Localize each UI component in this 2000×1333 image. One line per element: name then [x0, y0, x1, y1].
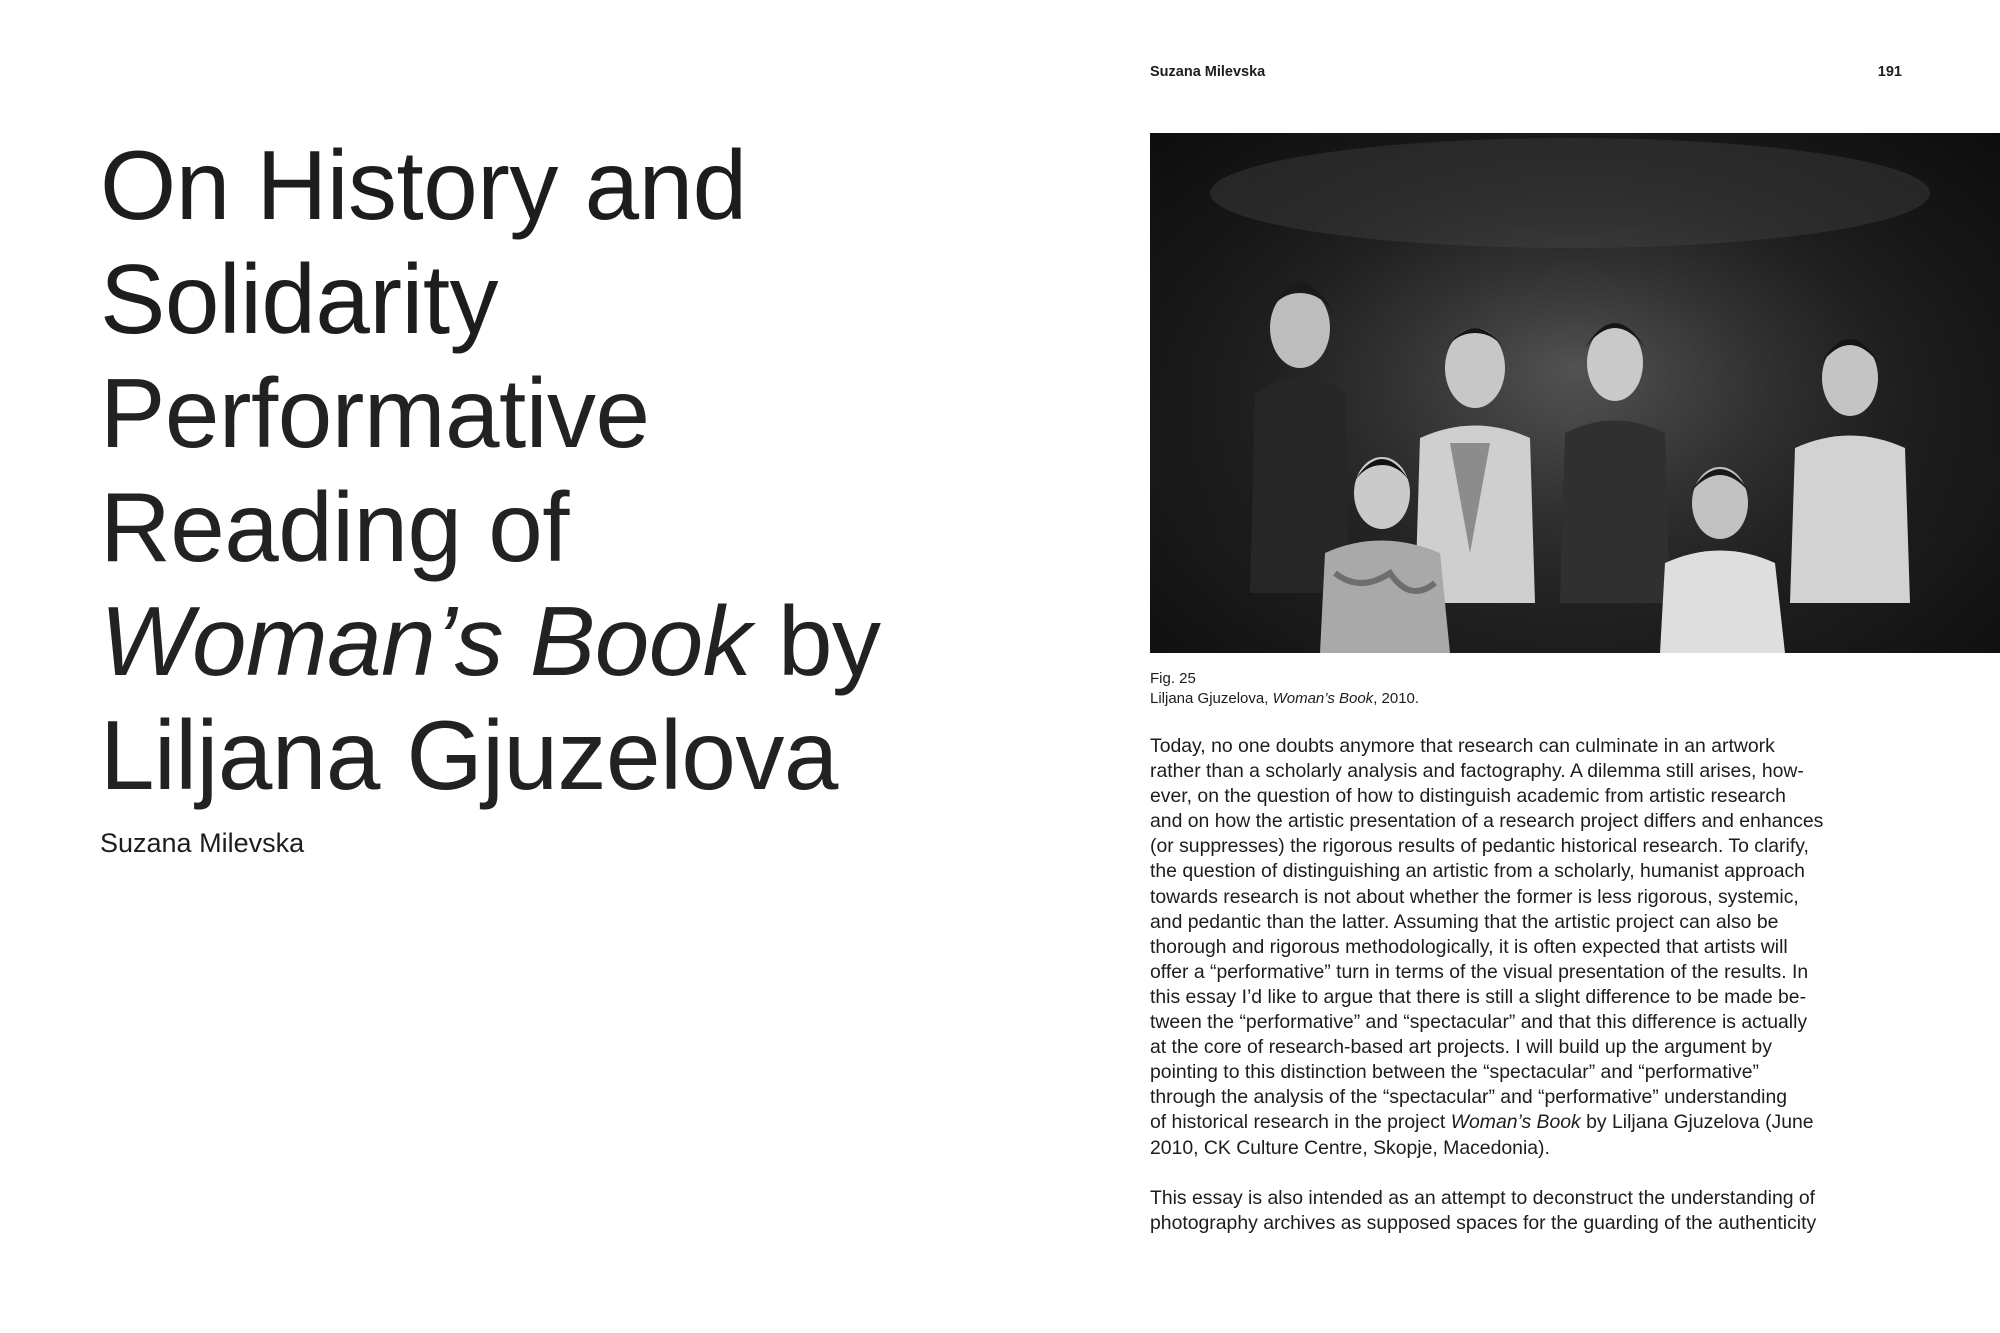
figure-credit-artist: Liljana Gjuzelova, — [1150, 690, 1273, 707]
subtitle-book-title: Woman’s Book — [100, 586, 752, 696]
right-page — [1000, 0, 2000, 1333]
text-fragment: by Liljana Gjuzelova (June — [1580, 1111, 1814, 1134]
text-line: towards research is not about whether the former is less rigorous, systemic, — [1150, 885, 1799, 908]
figure-credit-title: Woman’s Book — [1272, 690, 1374, 707]
title-line-2: Solidarity — [100, 244, 499, 354]
text-fragment: of historical research in the project — [1150, 1111, 1451, 1134]
text-line: through the analysis of the “spectacular” and “performative” understanding — [1150, 1086, 1788, 1109]
subtitle-line-1: Performative — [100, 358, 650, 468]
paragraph-spacer — [1150, 1161, 1910, 1186]
title-line-1: On History and — [100, 130, 747, 240]
text-line: the question of distinguishing an artistic from a scholarly, humanist approach — [1150, 860, 1805, 883]
text-line: 2010, CK Culture Centre, Skopje, Macedonia). — [1150, 1136, 1550, 1159]
paragraph-2 — [1150, 1186, 1910, 1236]
text-line: (or suppresses) the rigorous results of pedantic historical research. To clarify, — [1150, 835, 1809, 858]
text-line: and on how the artistic presentation of a research project differs and enhances — [1150, 810, 1824, 833]
text-line: photography archives as supposed spaces for the guarding of the authenticity — [1150, 1211, 1817, 1234]
text-line: rather than a scholarly analysis and factography. A dilemma still arises, how- — [1150, 760, 1804, 783]
figure-credit — [1150, 689, 1910, 709]
running-head-author: Suzana Milevska — [1150, 64, 1266, 80]
text-line: thorough and rigorous methodologically, it is often expected that artists will — [1150, 935, 1788, 958]
running-head — [1150, 64, 1902, 80]
essay-body — [1150, 734, 1910, 1236]
text-line: and pedantic than the latter. Assuming that the artistic project can also be — [1150, 910, 1779, 933]
book-title-italic: Woman’s Book — [1450, 1111, 1581, 1134]
figure-credit-year: , 2010. — [1373, 690, 1420, 707]
figure-label: Fig. 25 — [1150, 670, 1196, 687]
essay-title — [100, 128, 960, 812]
author-name: Suzana Milevska — [100, 828, 305, 858]
photo-illustration — [1150, 133, 2000, 653]
subtitle-line-4: Liljana Gjuzelova — [100, 700, 838, 810]
subtitle-line-2: Reading of — [100, 472, 570, 582]
text-line: This essay is also intended as an attempt to deconstruct the understanding of — [1150, 1186, 1816, 1209]
page-number: 191 — [1877, 64, 1902, 80]
text-line: offer a “performative” turn in terms of the visual presentation of the results. In — [1150, 960, 1809, 983]
paragraph-1 — [1150, 734, 1910, 1161]
text-line: ever, on the question of how to distinguish academic from artistic research — [1150, 785, 1786, 808]
figure-caption — [1150, 669, 1910, 709]
subtitle-by: by — [751, 586, 881, 696]
text-line: Today, no one doubts anymore that research can culminate in an artwork — [1150, 735, 1775, 757]
text-line: this essay I’d like to argue that there is still a slight difference to be made be- — [1150, 985, 1807, 1008]
text-line-with-italic — [1150, 1110, 1910, 1135]
historical-group-photo — [1150, 133, 2000, 653]
text-line: at the core of research-based art projects. I will build up the argument by — [1150, 1036, 1772, 1059]
text-line: pointing to this distinction between the “spectacular” and “performative” — [1150, 1061, 1759, 1084]
subtitle-line-3 — [100, 584, 960, 698]
text-line: tween the “performative” and “spectacular” and that this difference is actually — [1150, 1011, 1808, 1034]
